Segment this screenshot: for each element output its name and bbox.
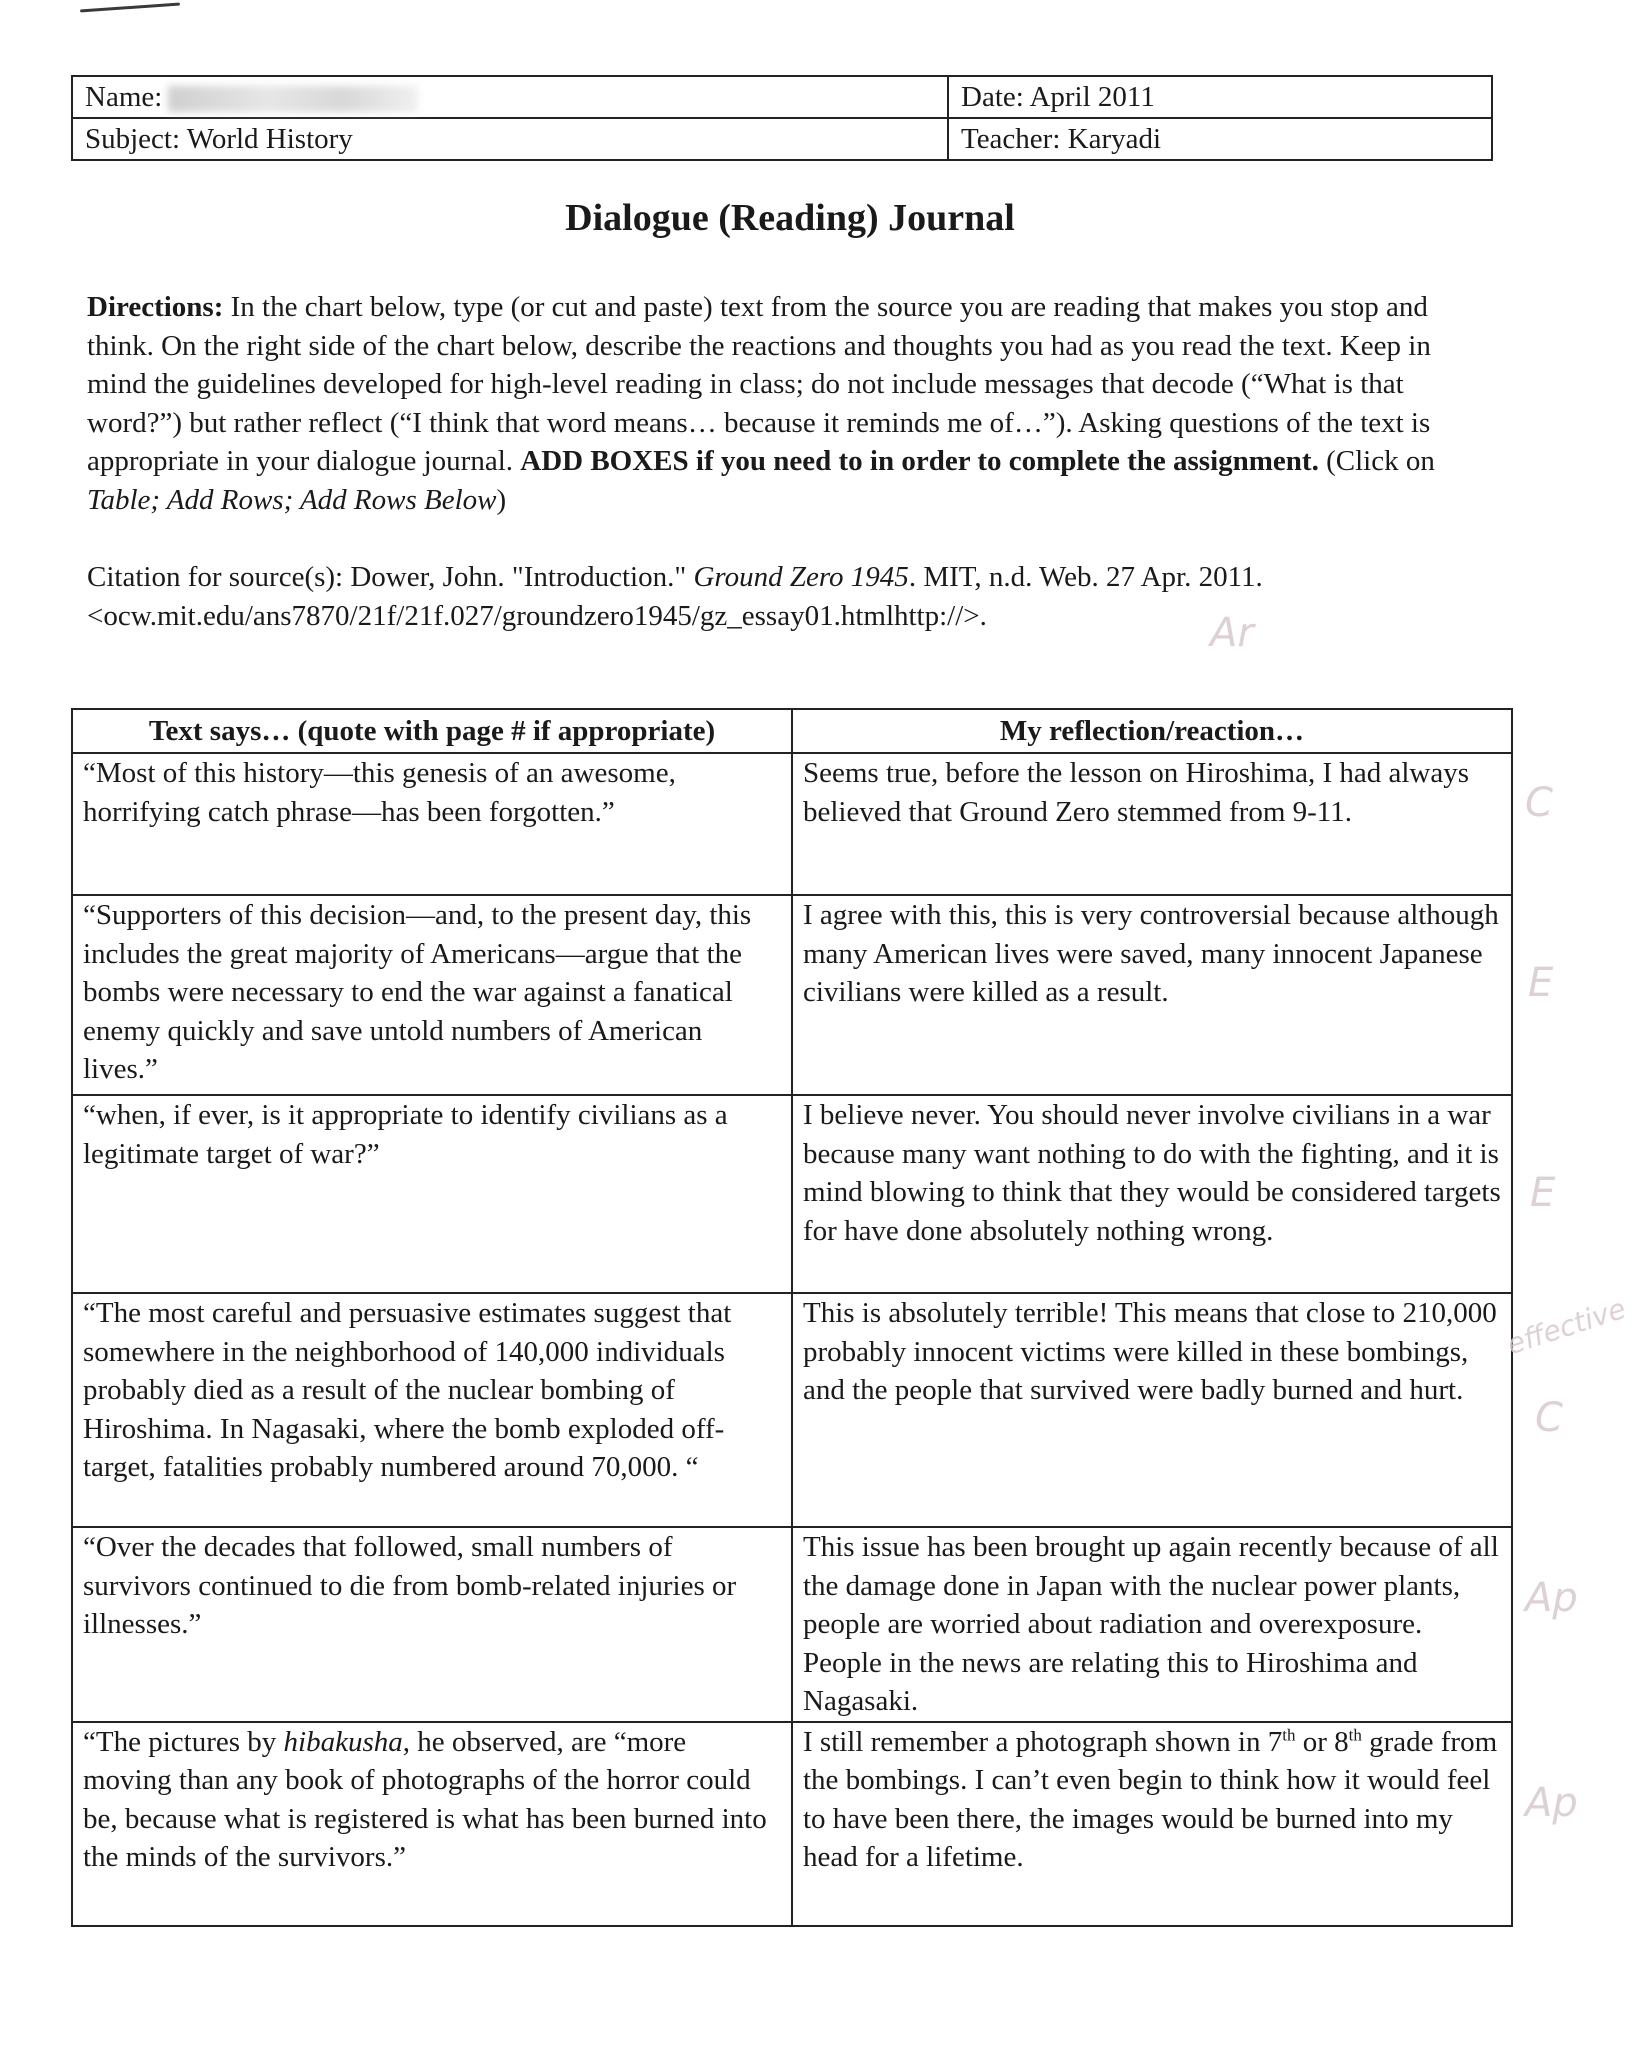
- citation-suffix: . MIT, n.d. Web. 27 Apr. 2011.: [908, 561, 1263, 593]
- directions-text: In the chart below, type (or cut and paste) text from the source you are reading that makes you stop and think. On the right side of the chart below, describe the reactions and thoughts you had as you read the text. Keep in mind the guidelines developed for high-level reading in class; do not include messages that decode (“What is that word?”) but rather reflect (“I think that word means… because it reminds me of…”). Asking questions of the text is appropriate in your dialogue journal.: [87, 291, 1431, 478]
- margin-mark: E: [1530, 1170, 1556, 1216]
- margin-mark: C: [1525, 780, 1553, 826]
- directions-paren-close: ): [496, 483, 507, 516]
- journal-table: [71, 708, 1513, 1927]
- quote-part: , he observed, are “more moving than any book of photographs of the horror could be, because what is registered is what has been burned into the minds of the survivors.”: [83, 1725, 767, 1873]
- citation: [87, 558, 1497, 635]
- quote-cell: “Over the decades that followed, small numbers of survivors continued to die from bomb-related injuries or illnesses.”: [72, 1527, 792, 1722]
- ordinal-suffix: th: [1282, 1724, 1296, 1744]
- quote-cell: “Supporters of this decision—and, to the present day, this includes the great majority of Americans—argue that the bombs were necessary to end the war against a fanatical enemy quickly and save untold numbers of American lives.”: [72, 895, 792, 1095]
- reflection-part: grade from the bombings. I can’t even begin to think how it would feel to have been there, the images would be burned into my head for a lifetime.: [803, 1725, 1498, 1873]
- teacher-field: Teacher: Karyadi: [948, 118, 1492, 160]
- pen-mark: [80, 3, 180, 13]
- directions-label: Directions:: [87, 291, 224, 323]
- margin-mark: effective: [1502, 1291, 1630, 1362]
- table-row: [72, 1293, 1512, 1527]
- reflection-cell: This is absolutely terrible! This means that close to 210,000 probably innocent victims were killed in these bombings, and the people that survived were badly burned and hurt.: [792, 1293, 1512, 1527]
- redacted-name: [168, 86, 418, 112]
- margin-mark: C: [1535, 1395, 1563, 1441]
- reflection-cell: Seems true, before the lesson on Hiroshima, I had always believed that Ground Zero stemmed from 9-11.: [792, 753, 1512, 895]
- date-field: Date: April 2011: [948, 76, 1492, 118]
- quote-part: “The pictures by: [83, 1725, 284, 1758]
- subject-field: Subject: World History: [72, 118, 948, 160]
- reflection-cell: I agree with this, this is very controversial because although many American lives were saved, many innocent Japanese civilians were killed as a result.: [792, 895, 1512, 1095]
- directions-bold: ADD BOXES if you need to in order to complete the assignment.: [520, 445, 1319, 478]
- quote-cell: “The most careful and persuasive estimates suggest that somewhere in the neighborhood of 140,000 individuals probably died as a result of the nuclear bombing of Hiroshima. In Nagasaki, where the bomb exploded off-target, fatalities probably numbered around 70,000. “: [72, 1293, 792, 1527]
- page-title: Dialogue (Reading) Journal: [565, 197, 1015, 239]
- table-row: [72, 1527, 1512, 1722]
- reflection-cell: I believe never. You should never involve civilians in a war because many want nothing to do with the fighting, and it is mind blowing to think that they would be considered targets for have done absolutely nothing wrong.: [792, 1095, 1512, 1293]
- table-row: [72, 1095, 1512, 1293]
- quote-italic-term: hibakusha: [283, 1725, 403, 1758]
- margin-mark: Ap: [1525, 1575, 1578, 1621]
- column-header-quote: Text says… (quote with page # if appropriate): [72, 709, 792, 753]
- reflection-part: I still remember a photograph shown in 7: [803, 1725, 1283, 1758]
- name-field: [72, 76, 948, 118]
- reflection-cell: This issue has been brought up again recently because of all the damage done in Japan with the nuclear power plants, people are worried about radiation and overexposure. People in the news are relating this to Hiroshima and Nagasaki.: [792, 1527, 1512, 1722]
- quote-cell: [72, 1722, 792, 1926]
- quote-cell: “Most of this history—this genesis of an awesome, horrifying catch phrase—has been forgotten.”: [72, 753, 792, 895]
- header-info-table: [71, 75, 1493, 161]
- directions-paren-open: (Click on: [1318, 445, 1435, 478]
- margin-mark: Ar: [1210, 610, 1254, 656]
- column-header-reflection: My reflection/reaction…: [792, 709, 1512, 753]
- citation-url: <ocw.mit.edu/ans7870/21f/21f.027/groundzero1945/gz_essay01.htmlhttp://>.: [87, 599, 987, 632]
- reflection-part: or 8: [1295, 1725, 1349, 1758]
- margin-mark: E: [1528, 960, 1554, 1006]
- directions-paragraph: [87, 288, 1497, 520]
- table-row: [72, 753, 1512, 895]
- quote-cell: “when, if ever, is it appropriate to identify civilians as a legitimate target of war?”: [72, 1095, 792, 1293]
- table-row: [72, 1722, 1512, 1926]
- reflection-cell: [792, 1722, 1512, 1926]
- citation-title: Ground Zero 1945: [693, 561, 909, 593]
- name-label: Name:: [85, 81, 163, 113]
- table-row: [72, 895, 1512, 1095]
- margin-mark: Ap: [1525, 1780, 1578, 1826]
- directions-italic: Table; Add Rows; Add Rows Below: [87, 483, 497, 516]
- citation-prefix: Citation for source(s): Dower, John. "Introduction.": [87, 561, 694, 593]
- ordinal-suffix: th: [1348, 1724, 1362, 1744]
